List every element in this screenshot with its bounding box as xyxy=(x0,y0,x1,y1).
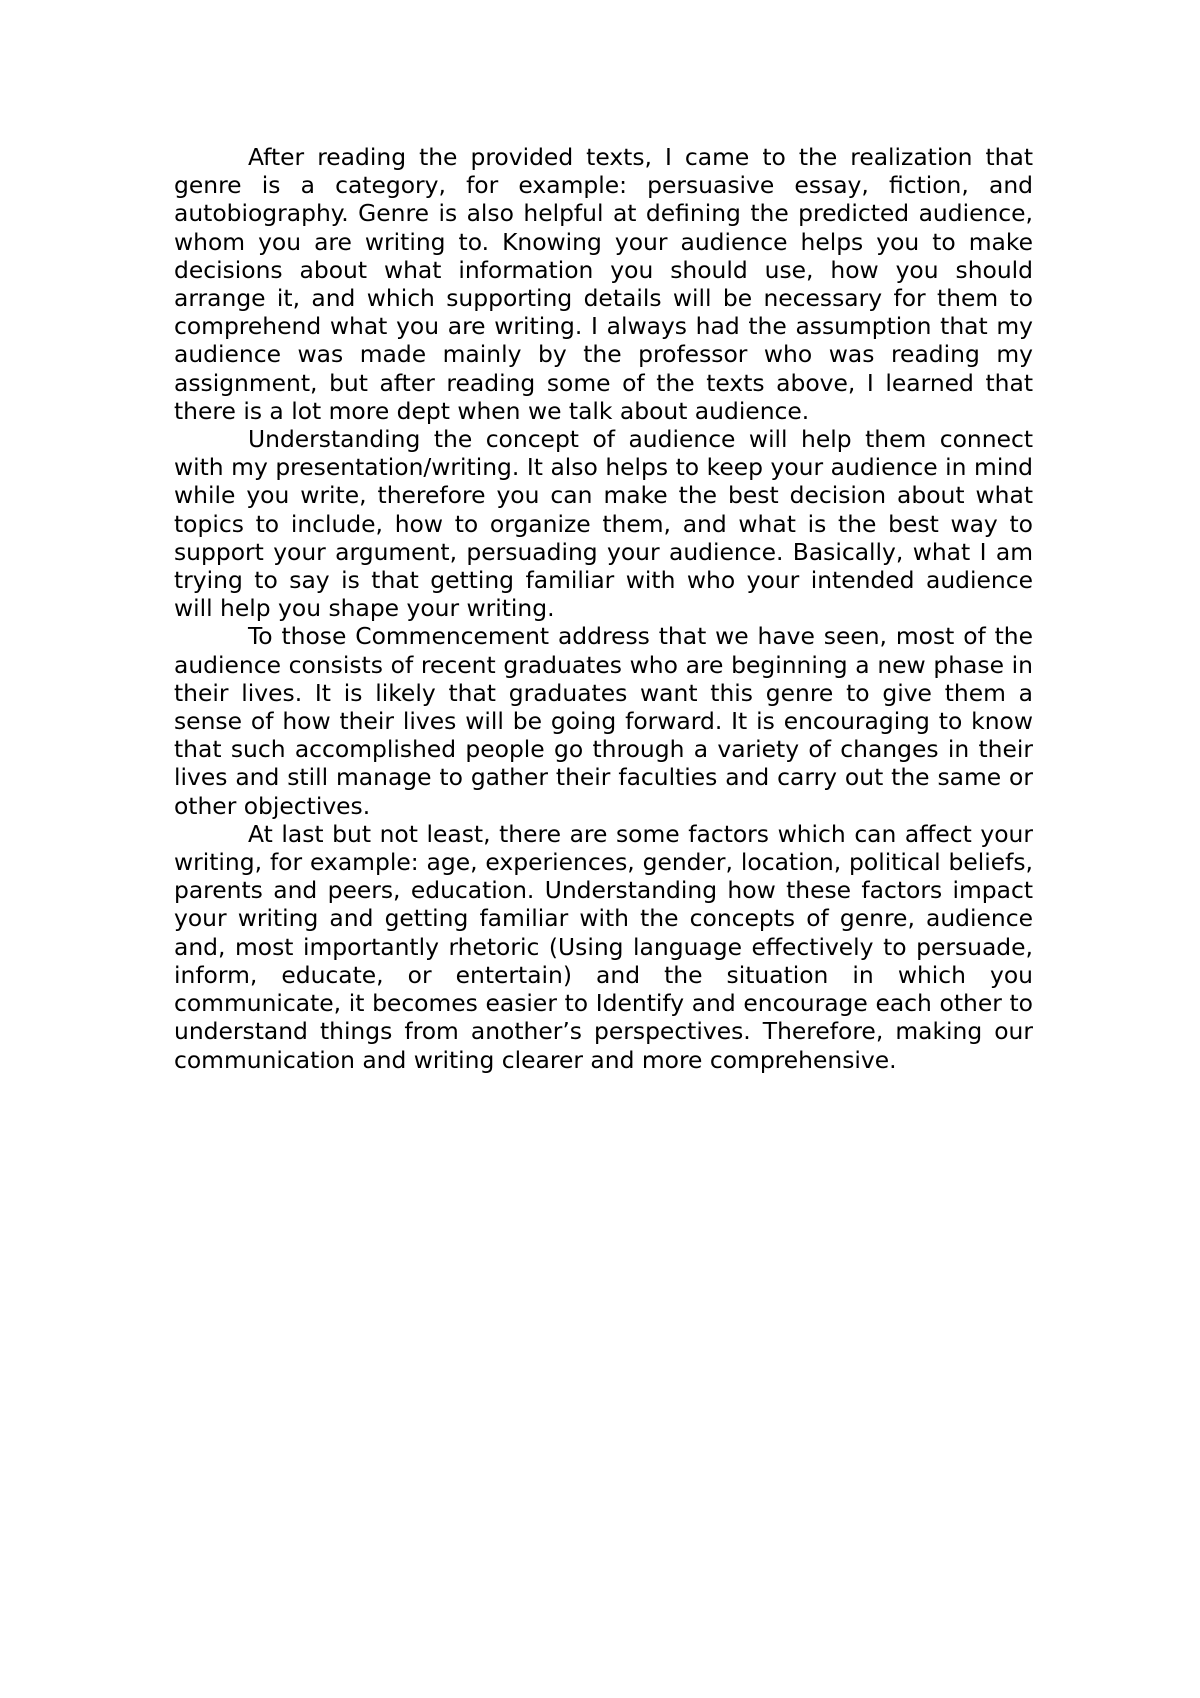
paragraph-factors: At last but not least, there are some factors which can affect your writing, for example: age, experiences, gender, location, political beliefs, parents and peers, education. Understanding how these factors impact your writing and getting familiar with the concepts of genre, audience and, most importantly rhetoric (Using language effectively to persuade, inform, educate, or entertain) and the situation in which you communicate, it becomes easier to Identify and encourage each other to understand things from another’s perspectives. Therefore, making our communication and writing clearer and more comprehensive. xyxy=(174,819,1033,1074)
paragraph-commencement: To those Commencement address that we have seen, most of the audience consists of recent graduates who are beginning a new phase in their lives. It is likely that graduates want this genre to give them a sense of how their lives will be going forward. It is encouraging to know that such accomplished people go through a variety of changes in their lives and still manage to gather their faculties and carry out the same or other objectives. xyxy=(174,622,1033,820)
paragraph-audience: Understanding the concept of audience will help them connect with my presentation/writing. It also helps to keep your audience in mind while you write, therefore you can make the best decision about what topics to include, how to organize them, and what is the best way to support your argument, persuading your audience. Basically, what I am trying to say is that getting familiar with who your intended audience will help you shape your writing. xyxy=(174,425,1033,623)
paragraph-genre: After reading the provided texts, I came to the realization that genre is a category, for example: persuasive essay, fiction, and autobiography. Genre is also helpful at defining the predicted audience, whom you are writing to. Knowing your audience helps you to make decisions about what information you should use, how you should arrange it, and which supporting details will be necessary for them to comprehend what you are writing. I always had the assumption that my audience was made mainly by the professor who was reading my assignment, but after reading some of the texts above, I learned that there is a lot more dept when we talk about audience. xyxy=(174,143,1033,425)
essay-body xyxy=(174,143,1033,1074)
